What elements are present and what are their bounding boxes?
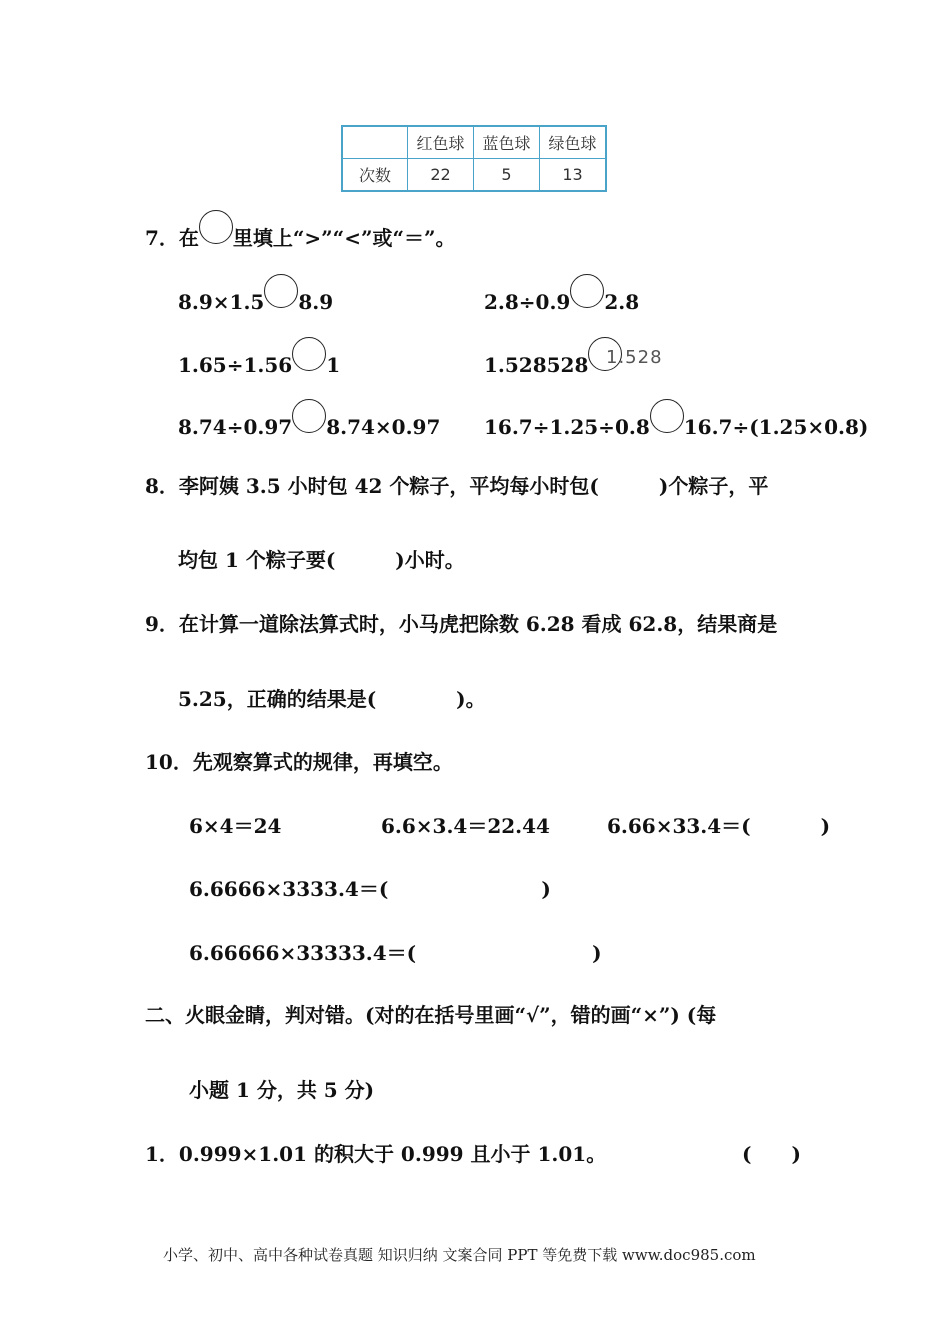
q10-expr-text: 6.66×33.4＝( bbox=[607, 814, 751, 838]
table-header-row bbox=[342, 126, 606, 159]
q7-expr-right: 1 bbox=[326, 353, 341, 377]
q7-item bbox=[178, 351, 340, 379]
q7-expr-left: 16.7÷1.25÷0.8 bbox=[484, 415, 650, 439]
q8-line2: 均包 1 个粽子要( )小时。 bbox=[178, 548, 465, 572]
q7-title-suffix: 里填上“>”“<”或“＝”。 bbox=[232, 226, 456, 250]
q7-item bbox=[484, 351, 622, 379]
q7-expr-right: 2.8 bbox=[604, 290, 640, 314]
page-footer: 小学、初中、高中各种试卷真题 知识归纳 文案合同 PPT 等免费下载 www.doc985.com bbox=[163, 1246, 756, 1264]
q7-title bbox=[145, 224, 455, 252]
table-cell: 13 bbox=[540, 159, 607, 192]
handwritten-note: 1.528 bbox=[606, 347, 663, 368]
q10-expr-text: 6.66666×33333.4＝( bbox=[189, 941, 417, 965]
judgement-bracket[interactable]: ( ) bbox=[742, 1142, 801, 1166]
q7-expr-right: 8.74×0.97 bbox=[326, 415, 441, 439]
q10-close-paren: ) bbox=[820, 814, 831, 838]
q7-title-prefix: 7．在 bbox=[145, 226, 199, 250]
q7-item bbox=[178, 288, 333, 316]
q7-expr-left: 1.528528 bbox=[484, 353, 589, 377]
table-cell: 5 bbox=[474, 159, 540, 192]
q7-expr-left: 8.9×1.5 bbox=[178, 290, 265, 314]
q10-title: 10．先观察算式的规律，再填空。 bbox=[145, 750, 453, 774]
answer-circle[interactable] bbox=[650, 399, 684, 433]
q10-expr-blank bbox=[607, 812, 830, 840]
section2-heading-cont: 小题 1 分，共 5 分) bbox=[189, 1078, 375, 1102]
s2q1-text: 1．0.999×1.01 的积大于 0.999 且小于 1.01。 bbox=[145, 1142, 607, 1166]
q10-expr-blank bbox=[189, 875, 551, 903]
q7-item bbox=[484, 413, 868, 441]
q10-expr: 6.6×3.4＝22.44 bbox=[381, 814, 550, 838]
q10-expr-text: 6.6666×3333.4＝( bbox=[189, 877, 389, 901]
q8-line1: 8．李阿姨 3.5 小时包 42 个粽子，平均每小时包( )个粽子，平 bbox=[145, 474, 769, 498]
answer-circle[interactable] bbox=[199, 210, 233, 244]
table-header-cell: 红色球 bbox=[408, 126, 474, 159]
q7-item bbox=[178, 413, 440, 441]
q10-expr: 6×4＝24 bbox=[189, 814, 282, 838]
q9-line2: 5.25，正确的结果是( )。 bbox=[178, 687, 486, 711]
q10-close-paren: ) bbox=[541, 877, 551, 901]
q9-line1: 9．在计算一道除法算式时，小马虎把除数 6.28 看成 62.8，结果商是 bbox=[145, 612, 778, 636]
section2-heading: 二、火眼金睛，判对错。(对的在括号里画“√”，错的画“×”) (每 bbox=[145, 1003, 717, 1027]
table-header-cell: 蓝色球 bbox=[474, 126, 540, 159]
q7-item bbox=[484, 288, 639, 316]
answer-circle[interactable] bbox=[292, 399, 326, 433]
table-cell: 22 bbox=[408, 159, 474, 192]
q10-expr-blank bbox=[189, 939, 602, 967]
answer-circle[interactable] bbox=[292, 337, 326, 371]
q7-expr-right: 8.9 bbox=[298, 290, 334, 314]
table-cell: 次数 bbox=[342, 159, 408, 192]
answer-circle[interactable] bbox=[264, 274, 298, 308]
q7-expr-right: 16.7÷(1.25×0.8) bbox=[683, 415, 869, 439]
q10-close-paren: ) bbox=[592, 941, 602, 965]
table-header-cell bbox=[342, 126, 408, 159]
answer-circle[interactable] bbox=[570, 274, 604, 308]
table-header-cell: 绿色球 bbox=[540, 126, 607, 159]
q7-expr-left: 8.74÷0.97 bbox=[178, 415, 293, 439]
q7-expr-left: 1.65÷1.56 bbox=[178, 353, 293, 377]
ball-count-table bbox=[341, 125, 607, 192]
table-row bbox=[342, 159, 606, 192]
q7-expr-left: 2.8÷0.9 bbox=[484, 290, 571, 314]
